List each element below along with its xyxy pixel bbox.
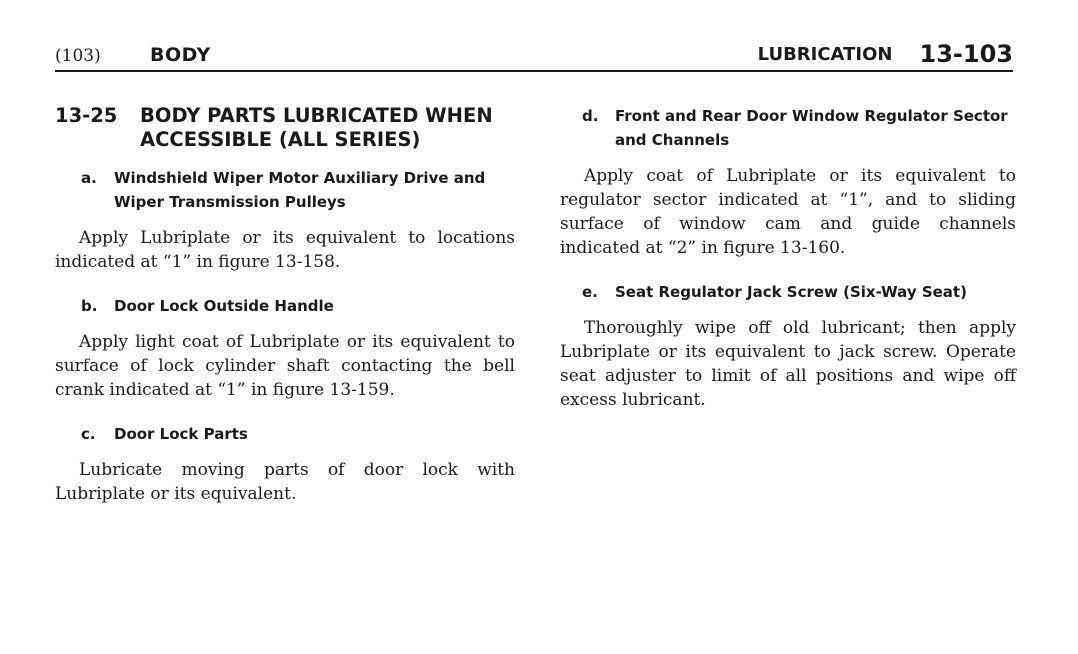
subsection-heading-a — [55, 166, 515, 214]
header-rule — [55, 70, 1013, 72]
subsection-letter: d. — [582, 107, 599, 125]
subsection-letter: a. — [81, 169, 97, 187]
right-column — [560, 104, 1016, 432]
subsection-text-b: Apply light coat of Lubriplate or its equivalent to surface of lock cylinder shaft contacting the bell crank indicated at “1” in figure 13-159. — [55, 332, 515, 400]
section-number: 13-25 — [55, 104, 118, 127]
subsection-heading-e — [560, 280, 1016, 304]
header-chapter: LUBRICATION — [757, 44, 893, 65]
subsection-text-e: Thoroughly wipe off old lubricant; then apply Lubriplate or its equivalent to jack screw. Operate seat adjuster to limit of all positions and wipe off excess lubricant. — [560, 318, 1016, 410]
section-title-text: BODY PARTS LUBRICATED WHEN ACCESSIBLE (ALL SERIES) — [140, 104, 493, 151]
subsection-title: Seat Regulator Jack Screw (Six-Way Seat) — [615, 283, 967, 301]
subsection-title: Door Lock Parts — [114, 425, 248, 443]
subsection-letter: c. — [81, 425, 96, 443]
subsection-heading-b — [55, 294, 515, 318]
subsection-text-c: Lubricate moving parts of door lock with Lubriplate or its equivalent. — [55, 460, 515, 504]
subsection-heading-d — [560, 104, 1016, 152]
header-page-ref: (103) — [55, 46, 101, 66]
header-page-number: 13-103 — [919, 40, 1013, 68]
subsection-heading-c — [55, 422, 515, 446]
subsection-text-a: Apply Lubriplate or its equivalent to locations indicated at “1” in figure 13-158. — [55, 228, 515, 272]
subsection-letter: b. — [81, 297, 98, 315]
subsection-title: Door Lock Outside Handle — [114, 297, 334, 315]
header-right — [758, 40, 1013, 68]
subsection-title: Windshield Wiper Motor Auxiliary Drive and Wiper Transmission Pulleys — [114, 169, 486, 211]
section-title — [55, 104, 515, 152]
subsection-letter: e. — [582, 283, 598, 301]
left-column — [55, 104, 515, 526]
header-section: BODY — [150, 44, 211, 66]
page-header — [55, 40, 1013, 72]
subsection-title: Front and Rear Door Window Regulator Sector and Channels — [615, 107, 1008, 149]
subsection-text-d: Apply coat of Lubriplate or its equivalent to regulator sector indicated at “1”, and to sliding surface of window cam and guide channels indicated at “2” in figure 13-160. — [560, 166, 1016, 258]
